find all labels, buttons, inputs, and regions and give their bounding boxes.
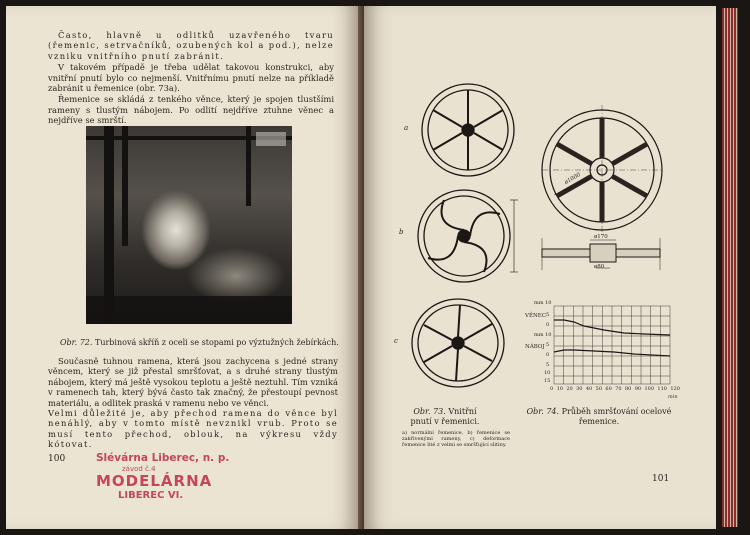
figure-74-text: Průběh smršťování ocelové řemenice. <box>561 407 672 426</box>
x-tick: 30 <box>576 386 583 392</box>
steel-pulley-drawing <box>542 105 662 235</box>
graph-y-15: 15 <box>544 378 551 384</box>
graph-label-naboj: NÁBOJ <box>525 344 545 350</box>
label-b: b <box>399 228 404 236</box>
x-tick: 0 <box>550 386 554 392</box>
intro-text <box>48 30 334 127</box>
stamp-line-1: Slévárna Liberec, n. p. <box>96 452 230 464</box>
x-tick: 100 <box>644 386 655 392</box>
pulley-c-drawing <box>412 299 504 387</box>
page-number-left: 100 <box>48 454 66 464</box>
x-tick: 10 <box>556 386 563 392</box>
graph-y-0b: 0 <box>546 352 550 358</box>
figure-72-text: Turbinová skříň z oceli se stopami po výztužných žebírkách. <box>94 338 339 347</box>
stamp-line-3: MODELÁRNA <box>96 472 213 490</box>
figure-73-text: Vnitřní pnutí v řemenici. <box>410 407 480 426</box>
graph-mm-mid: mm 10 <box>534 332 552 338</box>
x-tick: 40 <box>585 386 593 392</box>
figure-72-caption <box>60 338 350 348</box>
x-tick: 50 <box>595 386 603 392</box>
graph-label-venec: VĚNEC <box>525 313 547 319</box>
pulley-b-drawing <box>418 190 518 282</box>
paragraph-4: Současně tuhnou ramena, která jsou zachycena s jedné strany věncem, který se již přestal smršťovat, a s druhé strany tlustým nábojem, který má ještě vysokou teplotu a ještě neztuhl. Tím vzniká v ramenech tah, který bývá často tak značný, že přestoupí pevnost materiálu, a odlitek praská v ramenu nebo ve věnci. <box>48 356 338 408</box>
dim-170: ø170 <box>594 234 608 240</box>
dim-80: ø80 <box>594 264 605 270</box>
x-tick: 90 <box>634 386 642 392</box>
graph-unit-top: mm 10 <box>534 300 552 306</box>
body-text <box>48 356 338 408</box>
x-tick: 70 <box>615 386 622 392</box>
x-tick: 60 <box>605 386 612 392</box>
page-number-right: 101 <box>652 474 670 484</box>
graph-x-unit: min <box>668 394 678 400</box>
figure-73-label: Obr. 73. <box>413 407 446 416</box>
stamp-line-2: závod č.4 <box>122 465 156 473</box>
stamp-line-4: LIBEREC VI. <box>118 490 184 501</box>
graph-y-0a: 0 <box>546 322 550 328</box>
x-tick: 110 <box>657 386 667 392</box>
figure-73-note: a) normální řemenice, b) řemenice se zakřivenými rameny, c) deformace řemenice lité z velmi se smršťující slitiny. <box>402 430 510 448</box>
x-tick: 80 <box>624 386 632 392</box>
dim-1000: ø1000 <box>563 172 582 186</box>
graph-x-axis-ticks <box>550 386 680 392</box>
graph-y-5b: 5 <box>546 342 550 348</box>
figure-74-label: Obr. 74. <box>526 407 560 416</box>
paragraph-1: Často, hlavně u odlitků uzavřeného tvaru (řemenic, setrvačníků, ozubených kol a pod.), nelze vzniku vnitřního pnutí zabránit. <box>48 30 334 61</box>
figure-72-photo <box>86 126 292 324</box>
label-a: a <box>404 124 409 132</box>
paragraph-2: V takovém případě je třeba udělat takovou konstrukci, aby vnitřní pnutí bylo co nejmenší. Vnitřnímu pnutí nelze na příkladě zabránit u řemenice (obr. 73a). <box>48 62 334 94</box>
paragraph-5: Velmi důležité je, aby přechod ramena do věnce byl nenáhlý, aby v tomto místě nevznikl vrub. Proto se musí tento přechod, oblouk, na výkresu vždy kótovat. <box>48 408 338 450</box>
paragraph-3: Řemenice se skládá z tenkého věnce, který je spojen tlustšími rameny s tlustým nábojem. Po odlití nejdříve ztuhne věnec a nejdříve se smrští. <box>48 94 334 126</box>
figure-72-label: Obr. 72. <box>60 338 93 347</box>
label-c: c <box>394 337 398 345</box>
page-edges <box>722 8 738 527</box>
figure-74-caption <box>524 407 674 426</box>
graph-y-5a: 5 <box>546 312 550 318</box>
x-tick: 120 <box>670 386 680 392</box>
pulley-a-drawing <box>422 84 514 176</box>
x-tick: 20 <box>566 386 573 392</box>
shrinkage-graph <box>554 306 670 384</box>
figure-73-caption <box>410 407 480 426</box>
graph-y-10: 10 <box>544 370 551 376</box>
graph-y-5c: 5 <box>546 362 550 368</box>
